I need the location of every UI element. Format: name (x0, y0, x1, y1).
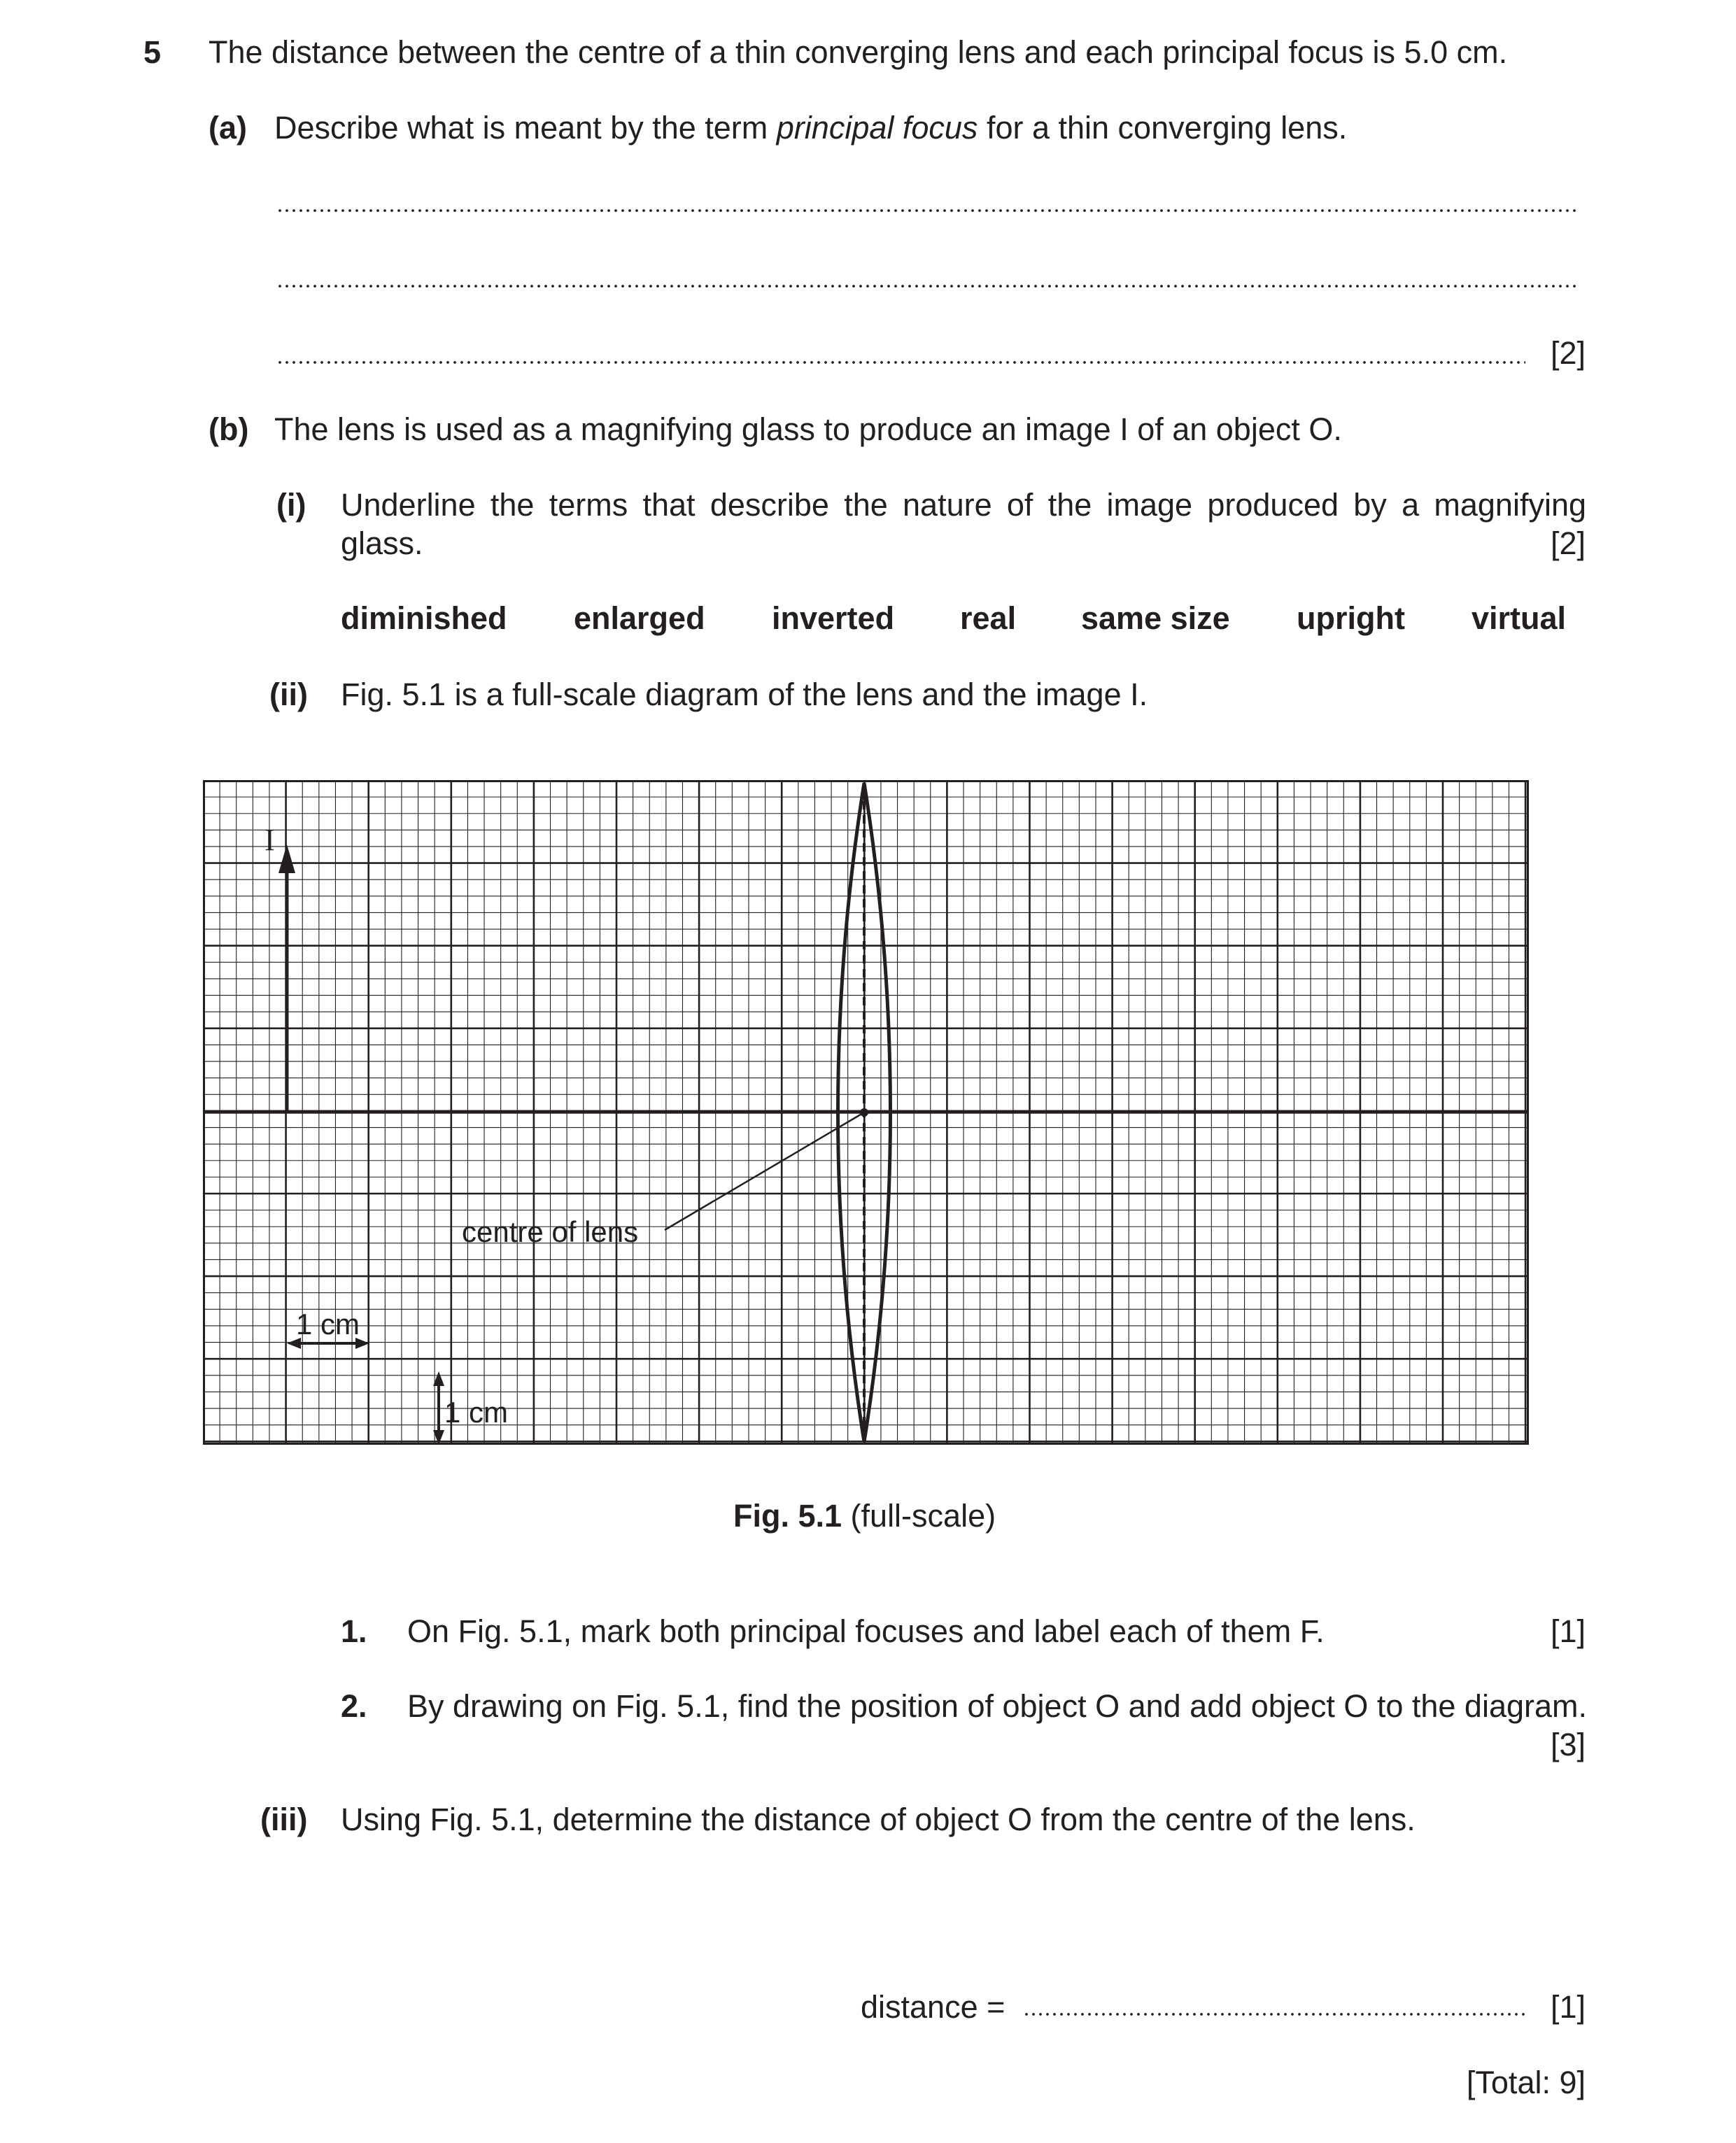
term-upright[interactable]: upright (1297, 600, 1405, 636)
part-b-text: The lens is used as a magnifying glass to produce an image I of an object O. (274, 411, 1342, 447)
centre-of-lens-label: centre of lens (462, 1215, 639, 1248)
answer-line-a-3[interactable] (276, 360, 1525, 365)
term-diminished[interactable]: diminished (341, 600, 507, 636)
marks-task-2: [3] (1550, 1727, 1586, 1762)
image-label: I (264, 823, 275, 857)
part-b-i-label: (i) (276, 487, 306, 523)
part-b-ii-label: (ii) (269, 677, 308, 712)
distance-answer-label: distance = (861, 1989, 1005, 2025)
part-a-question (274, 109, 1347, 147)
part-b-label: (b) (209, 411, 249, 447)
task-1-number: 1. (341, 1613, 367, 1649)
figure-caption (733, 1497, 996, 1535)
marks-b-i: [2] (1550, 525, 1586, 561)
answer-line-a-2[interactable] (276, 284, 1578, 288)
part-a-text-end: for a thin converging lens. (978, 110, 1348, 146)
question-number: 5 (143, 34, 162, 70)
term-same-size[interactable]: same size (1081, 600, 1230, 636)
distance-answer-line[interactable] (1023, 2012, 1525, 2016)
term-real[interactable]: real (960, 600, 1017, 636)
part-a-text-start: Describe what is meant by the term (274, 110, 777, 146)
part-b-iii-label: (iii) (260, 1802, 308, 1837)
centre-pointer-line (665, 1112, 864, 1230)
task-1-text: On Fig. 5.1, mark both principal focuses and label each of them F. (407, 1613, 1325, 1649)
term-virtual[interactable]: virtual (1472, 600, 1567, 636)
marks-b-iii: [1] (1550, 1989, 1586, 2025)
vertical-scale-label: 1 cm (444, 1396, 509, 1429)
task-2-number: 2. (341, 1688, 367, 1724)
task-2-text: By drawing on Fig. 5.1, find the position of object O and add object O to the diagram. (407, 1688, 1588, 1724)
part-b-ii-text: Fig. 5.1 is a full-scale diagram of the lens and the image I. (341, 677, 1148, 712)
question-stem: The distance between the centre of a thin converging lens and each principal focus is 5.0 cm. (209, 34, 1508, 70)
term-inverted[interactable]: inverted (772, 600, 895, 636)
part-a-label: (a) (209, 110, 247, 146)
figure-caption-note: (full-scale) (842, 1498, 996, 1534)
total-marks: [Total: 9] (1466, 2065, 1586, 2100)
part-b-iii-text: Using Fig. 5.1, determine the distance of object O from the centre of the lens. (341, 1802, 1416, 1837)
part-b-i-text-line2: glass. (341, 525, 423, 561)
part-a-term-italic: principal focus (776, 110, 978, 146)
figure-caption-number: Fig. 5.1 (733, 1498, 842, 1534)
horizontal-scale-label: 1 cm (296, 1308, 360, 1341)
answer-line-a-1[interactable] (276, 208, 1578, 213)
term-enlarged[interactable]: enlarged (574, 600, 705, 636)
marks-task-1: [1] (1550, 1613, 1586, 1649)
part-b-i-text-line1: Underline the terms that describe the nature of the image produced by a magnifying (341, 487, 1586, 523)
figure-5-1-grid[interactable] (203, 780, 1529, 1445)
marks-a: [2] (1550, 335, 1586, 371)
